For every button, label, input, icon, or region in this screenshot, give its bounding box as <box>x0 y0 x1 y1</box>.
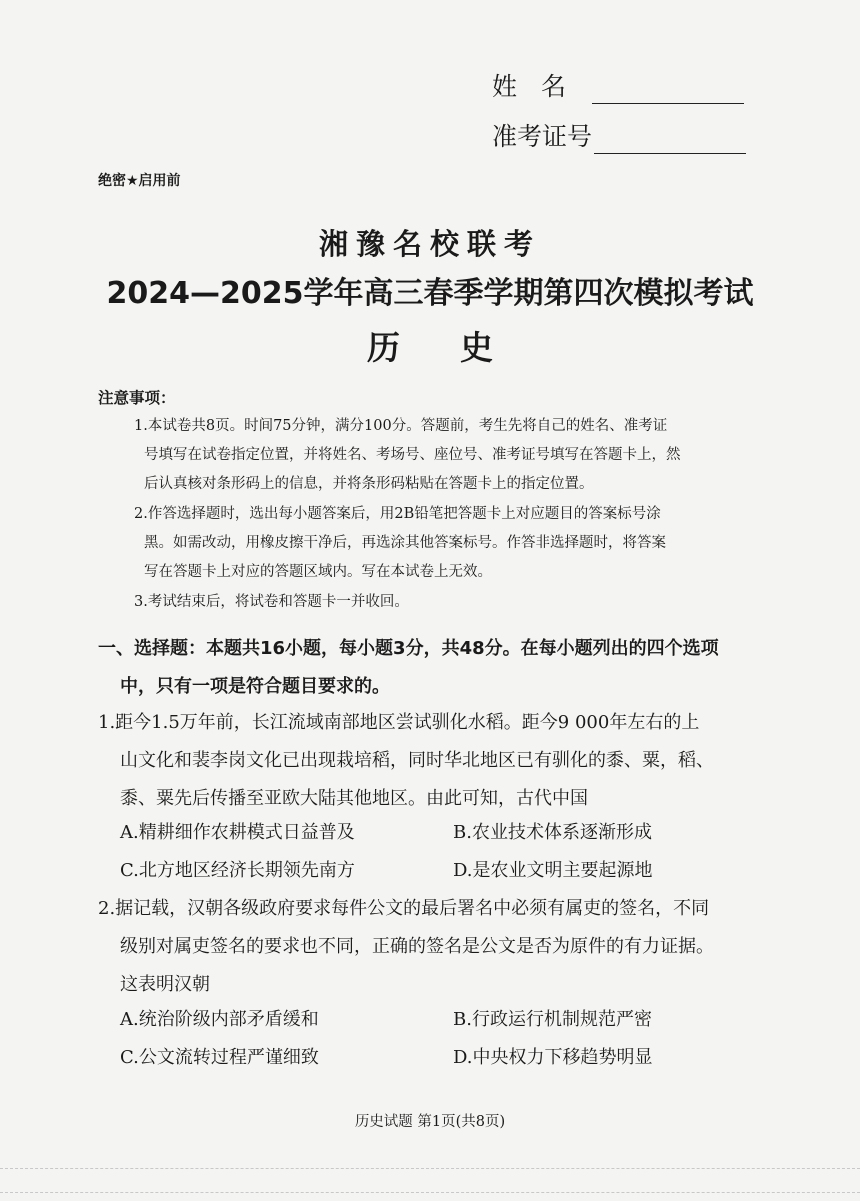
question-line: 级别对属吏签名的要求也不同，正确的签名是公文是否为原件的有力证据。 <box>120 936 714 957</box>
scan-artifact-line <box>0 1168 860 1169</box>
section-heading <box>98 630 778 706</box>
name-row <box>492 70 744 104</box>
question-line: 1.距今1.5万年前，长江流域南部地区尝试驯化水稻。距今9 000年左右的上 <box>98 712 700 733</box>
scan-artifact-line <box>0 1192 860 1193</box>
exam-id-label: 准考证号 <box>492 122 593 151</box>
question-line: 这表明汉朝 <box>120 974 210 995</box>
notice-line <box>134 500 762 529</box>
question-2-option-c[interactable]: C.公文流转过程严谨细致 <box>120 1047 319 1068</box>
notice-line: 后认真核对条形码上的信息，并将条形码粘贴在答题卡上的指定位置。 <box>144 476 594 492</box>
notice-number: 2. <box>134 506 148 522</box>
name-blank[interactable] <box>592 81 744 104</box>
question-2-stem <box>98 890 770 1004</box>
notice-text: 考试结束后，将试卷和答题卡一并收回。 <box>147 594 409 610</box>
exam-subject: 历史 <box>367 328 553 367</box>
confidential-mark: 绝密★启用前 <box>98 173 181 189</box>
notice-line: 黑。如需改动，用橡皮擦干净后，再选涂其他答案标号。作答非选择题时，将答案 <box>144 535 666 551</box>
exam-id-blank[interactable] <box>594 131 746 154</box>
question-2-option-b[interactable]: B.行政运行机制规范严密 <box>453 1009 652 1030</box>
section-heading-line: 一、选择题：本题共16小题，每小题3分，共48分。在每小题列出的四个选项 <box>98 638 719 659</box>
question-1-stem <box>98 704 770 818</box>
question-line: 2.据记载，汉朝各级政府要求每件公文的最后署名中必须有属吏的签名，不同 <box>98 898 710 919</box>
notice-item <box>134 588 762 617</box>
question-1-option-d[interactable]: D.是农业文明主要起源地 <box>453 860 653 881</box>
exam-id-row <box>492 120 746 154</box>
notice-line <box>134 588 762 617</box>
notice-item <box>134 500 762 587</box>
name-label: 姓名 <box>492 72 591 101</box>
section-heading-line: 中，只有一项是符合题目要求的。 <box>120 676 390 697</box>
question-line: 黍、粟先后传播至亚欧大陆其他地区。由此可知，古代中国 <box>120 788 588 809</box>
question-1-option-a[interactable]: A.精耕细作农耕模式日益普及 <box>120 822 355 843</box>
notice-text: 本试卷共8页。时间75分钟，满分100分。答题前，考生先将自己的姓名、准考证 <box>147 418 668 434</box>
exam-title-session: 2024—2025学年高三春季学期第四次模拟考试 <box>106 276 754 311</box>
notice-line <box>134 412 762 441</box>
notice-heading: 注意事项： <box>98 389 176 407</box>
question-2-option-a[interactable]: A.统治阶级内部矛盾缓和 <box>120 1009 319 1030</box>
question-1-option-c[interactable]: C.北方地区经济长期领先南方 <box>120 860 355 881</box>
question-1-option-b[interactable]: B.农业技术体系逐渐形成 <box>453 822 652 843</box>
notice-text: 作答选择题时，选出每小题答案后，用2B铅笔把答题卡上对应题目的答案标号涂 <box>147 506 661 522</box>
page-footer: 历史试题 第1页(共8页) <box>354 1114 506 1130</box>
exam-title-union: 湘豫名校联考 <box>318 227 541 261</box>
notice-line: 写在答题卡上对应的答题区域内。写在本试卷上无效。 <box>144 564 492 580</box>
question-line: 山文化和裴李岗文化已出现栽培稻，同时华北地区已有驯化的黍、粟，稻、 <box>120 750 714 771</box>
notice-line: 号填写在试卷指定位置，并将姓名、考场号、座位号、准考证号填写在答题卡上，然 <box>144 447 681 463</box>
notice-number: 3. <box>134 594 148 610</box>
notice-item <box>134 412 762 499</box>
notice-number: 1. <box>134 418 148 434</box>
question-2-option-d[interactable]: D.中央权力下移趋势明显 <box>453 1047 653 1068</box>
